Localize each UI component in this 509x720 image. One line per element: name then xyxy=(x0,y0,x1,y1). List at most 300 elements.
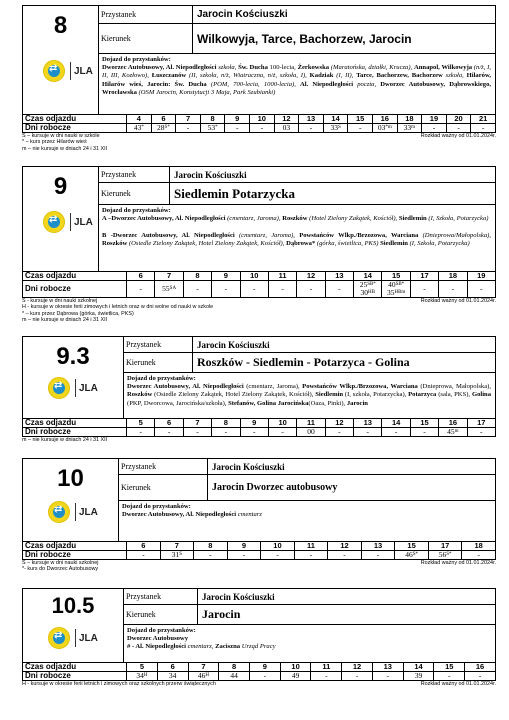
departure-minute: 44 xyxy=(230,671,238,680)
departure-cell xyxy=(328,551,362,560)
note-line: m – nie kursuje w dniach 24 i 31 XII xyxy=(22,145,108,152)
hour-cell: 11 xyxy=(268,272,296,281)
departure-minute: - xyxy=(196,427,199,436)
departure-minute: 28 xyxy=(157,123,165,132)
departure-cell xyxy=(439,428,467,437)
direction-name: Roszków - Siedlemin - Potarzyca - Golina xyxy=(193,353,495,373)
stop-label: Przystanek xyxy=(98,6,193,24)
stop-label: Przystanek xyxy=(123,337,193,353)
departure-cell xyxy=(212,428,240,437)
line-number: 9.3 xyxy=(56,343,90,370)
departure-minute: 34 xyxy=(168,671,177,680)
notes xyxy=(22,560,496,573)
departure-mark: H xyxy=(205,673,209,678)
departure-cell xyxy=(354,428,382,437)
hour-cell: 7 xyxy=(183,419,211,428)
logo-text: JLA xyxy=(74,65,93,77)
departure-cell xyxy=(176,124,201,133)
hour-cell: 15 xyxy=(434,663,465,672)
hour-cell: 12 xyxy=(325,419,353,428)
hour-cell: 14 xyxy=(403,663,434,672)
hour-cell: 19 xyxy=(467,272,495,281)
direction-label: Kierunek xyxy=(118,475,208,501)
days-label: Dni robocze xyxy=(23,551,127,560)
line-number: 9 xyxy=(53,173,68,200)
departure-cell xyxy=(227,551,261,560)
direction-name: Siedlemin Potarzycka xyxy=(170,183,495,205)
departure-cell xyxy=(382,281,410,298)
departure-mark: *m xyxy=(385,125,392,130)
departure-minute: - xyxy=(309,550,313,559)
hour-cell: 15 xyxy=(382,272,410,281)
departure-minute: - xyxy=(386,671,390,680)
hour-cell: 13 xyxy=(354,419,382,428)
logo-text: JLA xyxy=(79,632,98,644)
departure-cell xyxy=(325,281,353,298)
departure-cell xyxy=(467,428,495,437)
departure-cell xyxy=(127,551,161,560)
hour-cell: 13 xyxy=(299,115,324,124)
departure-minute: - xyxy=(480,427,483,436)
departure-minute: - xyxy=(338,427,341,436)
valid-from: Rozkład ważny od 01.01.2024r. xyxy=(420,681,496,687)
hour-cell: 20 xyxy=(446,115,471,124)
departure-cell xyxy=(428,551,462,560)
direction-name: Jarocin xyxy=(198,605,495,625)
hour-cell: 4 xyxy=(127,115,152,124)
hour-cell: 15 xyxy=(395,542,429,551)
departure-minute: - xyxy=(325,671,328,680)
line-number: 10 xyxy=(57,465,84,492)
hour-cell: 14 xyxy=(382,419,410,428)
departure-cell xyxy=(471,124,496,133)
jla-logo-icon xyxy=(43,211,65,233)
stop-name: Jarocin Kościuszki xyxy=(198,589,495,605)
direction-label: Kierunek xyxy=(98,183,170,205)
departure-minute: - xyxy=(253,284,256,293)
departure-cell xyxy=(250,124,275,133)
departure-minute: - xyxy=(432,123,436,132)
departure-cell xyxy=(299,124,324,133)
line-header xyxy=(22,166,496,271)
stops-text: A –Dworzec Autobusowy, Al. Niepodległości (cmentarz, Jaroma), Roszków (Hotel Zielony Zakątek, Kościół), Siedlemin (I, Szkoła, Potarzycka) B -Dworzec Autobusowy, Al. Niepodległości (cmentarz, Jaroma), Powstańców Wlkp./Brzozowa, Warciana (Dnieprowa/Małopolska), Roszków (Osiedle Zielony Zakątek, Hotel Zielony Zakątek, Kościół), Dąbrowa* (górka, świetlica, PKS) Siedlemin (I, Szkoła, Potarzycka) xyxy=(102,215,491,247)
logo xyxy=(48,627,98,649)
departure-minute: - xyxy=(276,550,279,559)
timetable-line-8 xyxy=(22,5,496,152)
hour-cell: 9 xyxy=(227,542,261,551)
departure-minute: - xyxy=(478,671,482,680)
times-label: Czas odjazdu xyxy=(23,272,127,281)
hour-cell: 16 xyxy=(439,419,467,428)
hour-cell: 12 xyxy=(328,542,362,551)
departure-mark: S* xyxy=(412,552,418,557)
departure-mark: SA xyxy=(169,286,177,291)
departure-minute: 03 xyxy=(282,123,291,132)
departure-cell xyxy=(361,551,395,560)
hour-cell: 5 xyxy=(127,419,155,428)
departure-minute: - xyxy=(358,123,362,132)
line-header xyxy=(22,588,496,662)
departure-cell xyxy=(462,551,496,560)
hour-cell: 17 xyxy=(467,419,495,428)
hour-cell: 16 xyxy=(465,663,496,672)
departure-minute: - xyxy=(224,284,228,293)
departure-cell xyxy=(323,124,348,133)
departure-cell xyxy=(403,672,434,681)
departure-cell xyxy=(268,281,296,298)
departure-cell xyxy=(446,124,471,133)
departure-minute: - xyxy=(309,123,313,132)
direction-label: Kierunek xyxy=(98,24,193,54)
jla-logo-icon xyxy=(48,501,70,523)
logo-text: JLA xyxy=(79,506,98,518)
departure-cell xyxy=(200,124,225,133)
times-label: Czas odjazdu xyxy=(23,115,127,124)
direction-label: Kierunek xyxy=(123,353,193,373)
departure-mark: SB* xyxy=(395,282,405,287)
departure-cell xyxy=(127,281,155,298)
departure-minute: - xyxy=(376,550,380,559)
departure-cell xyxy=(348,124,373,133)
departure-minute: - xyxy=(139,427,142,436)
departure-minute: 43 xyxy=(133,123,142,132)
hour-cell: 10 xyxy=(240,272,268,281)
departure-minute: 39 xyxy=(414,671,423,680)
timetable-line-10 xyxy=(22,458,496,573)
departure-mark: m xyxy=(454,429,459,434)
note-line: S - kursuje w dni nauki szkolnej xyxy=(22,298,98,304)
departure-mark: * xyxy=(141,125,144,130)
departure-cell xyxy=(151,124,176,133)
departure-cell xyxy=(395,551,429,560)
hour-cell: 7 xyxy=(176,115,201,124)
note-line: H - kursuje w okresie ferii zimowych i letnich oraz w dni wolne od nauki w szkole xyxy=(22,304,214,311)
departure-minute: - xyxy=(167,427,171,436)
departure-minute: 31 xyxy=(171,550,180,559)
departures-table xyxy=(22,662,496,681)
stops-text: Dworzec Autobusowy, Al. Niepodległości cmentarz xyxy=(122,511,262,519)
line-header xyxy=(22,5,496,114)
hour-cell: 12 xyxy=(274,115,299,124)
days-label: Dni robocze xyxy=(23,428,127,437)
departure-cell xyxy=(465,672,496,681)
departures-table xyxy=(22,418,496,437)
hour-cell: 13 xyxy=(372,663,403,672)
hour-cell: 11 xyxy=(311,663,342,672)
departure-cell xyxy=(160,551,194,560)
departure-minute: 30 xyxy=(360,288,369,297)
departure-minute: - xyxy=(253,427,256,436)
hour-cell: 8 xyxy=(183,272,211,281)
hour-cell: 9 xyxy=(212,272,240,281)
line-header xyxy=(22,458,496,541)
hour-cell: 6 xyxy=(151,115,176,124)
departures-table xyxy=(22,541,496,560)
line-number: 10.5 xyxy=(51,593,95,618)
departure-minute: - xyxy=(139,284,142,293)
note-line: H - kursuje w okresie ferii letnich i zimowych oraz szkolnych przerw świątecznych xyxy=(22,681,216,687)
stops-title: Dojazd do przystanków: xyxy=(102,56,171,63)
hour-cell: 7 xyxy=(160,542,194,551)
departure-minute: - xyxy=(209,550,212,559)
hour-cell: 8 xyxy=(194,542,228,551)
timetable-line-9 xyxy=(22,166,496,324)
hour-cell: 18 xyxy=(397,115,422,124)
departure-cell xyxy=(250,672,281,681)
hour-cell: 21 xyxy=(471,115,496,124)
note-line: * – kurs przez Dąbrowa (górka, świetlica, PKS) xyxy=(22,310,134,317)
departure-mark: H xyxy=(143,673,148,678)
departure-cell xyxy=(280,672,311,681)
stops-text: Dworzec Autobusowy, Al. Niepodległości (cmentarz, Jaroma), Powstańców Wlkp./Brzozowa, Warciana (Dnieprowa, Małopolska), Roszków (Osiedle Zielony Zakątek, Hotel Zielony Zakątek, Kościół), Siedlemin (I, szkoła, Potarzycka), Potarzyca (sala, PKS), Golina (PKP, Dworcowa, Jarocińska/szkoła), Stefanów, Golina Jarocińska(Oaza, Pinki), Jarocin xyxy=(127,383,491,407)
departure-cell xyxy=(410,281,438,298)
departure-cell xyxy=(294,551,328,560)
hour-cell: 18 xyxy=(462,542,496,551)
jla-logo-icon xyxy=(48,377,70,399)
hour-cell: 9 xyxy=(250,663,281,672)
hour-cell: 10 xyxy=(250,115,275,124)
departure-mark: HBm xyxy=(394,290,406,295)
jla-logo-icon xyxy=(43,60,65,82)
hour-cell: 10 xyxy=(261,542,295,551)
departure-cell xyxy=(410,428,438,437)
note-line: m – nie kursuje w dniach 24 i 31 XII xyxy=(22,437,108,443)
valid-from: Rozkład ważny od 01.01.2024r. xyxy=(420,560,496,566)
logo-text: JLA xyxy=(74,216,93,228)
stops-title: Dojazd do przystanków: xyxy=(127,375,196,382)
departures-table xyxy=(22,271,496,298)
departure-minute: - xyxy=(196,284,199,293)
departure-minute: - xyxy=(242,550,246,559)
hour-cell: 10 xyxy=(280,663,311,672)
stop-label: Przystanek xyxy=(118,459,208,475)
logo xyxy=(48,501,98,523)
departure-cell xyxy=(127,672,158,681)
stops-title: Dojazd do przystanków: xyxy=(127,627,196,634)
hour-cell: 19 xyxy=(422,115,447,124)
stops-list xyxy=(118,501,495,521)
departure-cell xyxy=(325,428,353,437)
departure-cell xyxy=(219,672,250,681)
note-line: S – kursuje w dni nauki w szkole xyxy=(22,133,100,139)
departure-mark: * xyxy=(215,125,218,130)
note-line: * – kurs przez Hilarów wieś xyxy=(22,139,87,146)
notes xyxy=(22,681,496,687)
departure-cell xyxy=(372,672,403,681)
departure-cell xyxy=(240,281,268,298)
direction-name: Wilkowyja, Tarce, Bachorzew, Jarocin xyxy=(193,24,495,54)
hour-cell: 5 xyxy=(127,663,158,672)
stop-label: Przystanek xyxy=(98,167,170,183)
logo xyxy=(43,60,93,82)
hour-cell: 8 xyxy=(219,663,250,672)
stops-list xyxy=(98,54,495,99)
note-line: m – nie kursuje w dniach 24 i 31 XII xyxy=(22,317,108,324)
hour-cell: 18 xyxy=(439,272,467,281)
hour-cell: 6 xyxy=(127,542,161,551)
stops-text: Dworzec Autobusowy # - Al. Niepodległości cmentarz, Zaciszna Urząd Pracy xyxy=(127,635,276,651)
days-label: Dni robocze xyxy=(23,672,127,681)
departure-mark: m xyxy=(411,125,416,130)
departure-minute: - xyxy=(186,123,190,132)
timetable-line-9-3 xyxy=(22,336,496,443)
departure-cell xyxy=(225,124,250,133)
times-label: Czas odjazdu xyxy=(23,419,127,428)
departure-cell xyxy=(155,428,183,437)
departure-minute: - xyxy=(281,284,284,293)
hour-cell: 17 xyxy=(410,272,438,281)
departure-minute: - xyxy=(309,284,313,293)
departure-minute: - xyxy=(224,427,228,436)
departure-minute: - xyxy=(366,427,369,436)
hour-cell: 8 xyxy=(212,419,240,428)
departure-cell xyxy=(212,281,240,298)
departure-cell xyxy=(439,281,467,298)
departures-table xyxy=(22,114,496,133)
departure-minute: - xyxy=(235,123,239,132)
logo xyxy=(48,377,98,399)
notes xyxy=(22,298,496,324)
departure-minute: 00 xyxy=(307,427,315,436)
departure-minute: - xyxy=(343,550,346,559)
valid-from: Rozkład ważny od 01.01.2024r. xyxy=(420,133,496,139)
line-header xyxy=(22,336,496,418)
departure-mark: S xyxy=(337,125,341,130)
departure-cell xyxy=(155,281,183,298)
departure-minute: - xyxy=(263,671,267,680)
valid-from: Rozkład ważny od 01.01.2024r. xyxy=(420,298,496,304)
departure-cell xyxy=(183,281,211,298)
stop-name: Jarocin Kościuszki xyxy=(193,6,495,24)
departure-minute: 34 xyxy=(136,671,144,680)
departure-minute: - xyxy=(448,671,451,680)
departure-minute: 46 xyxy=(405,550,413,559)
departure-minute: - xyxy=(477,550,480,559)
departure-cell xyxy=(422,124,447,133)
departure-minute: - xyxy=(142,550,145,559)
departure-cell xyxy=(268,428,296,437)
departure-cell xyxy=(354,281,382,298)
departure-cell xyxy=(183,428,211,437)
hour-cell: 15 xyxy=(410,419,438,428)
departure-cell xyxy=(194,551,228,560)
departure-cell xyxy=(467,281,495,298)
days-label: Dni robocze xyxy=(23,124,127,133)
times-label: Czas odjazdu xyxy=(23,542,127,551)
departure-minute: 55 xyxy=(162,284,170,293)
hour-cell: 12 xyxy=(342,663,373,672)
departure-minute: 40 xyxy=(388,280,396,289)
departure-minute: 33 xyxy=(330,123,338,132)
hour-cell: 17 xyxy=(428,542,462,551)
departure-minute: 46 xyxy=(197,671,206,680)
times-label: Czas odjazdu xyxy=(23,663,127,672)
stops-list xyxy=(123,625,495,654)
departure-cell xyxy=(372,124,397,133)
hour-cell: 9 xyxy=(225,115,250,124)
logo-text: JLA xyxy=(79,382,98,394)
departure-minute: - xyxy=(451,284,455,293)
hour-cell: 15 xyxy=(348,115,373,124)
line-number: 8 xyxy=(53,12,68,39)
logo xyxy=(43,211,93,233)
stops-list xyxy=(98,205,495,250)
departure-cell xyxy=(240,428,268,437)
departure-minute: - xyxy=(281,427,284,436)
hour-cell: 12 xyxy=(297,272,325,281)
departure-cell xyxy=(297,281,325,298)
departure-cell xyxy=(261,551,295,560)
hour-cell: 7 xyxy=(188,663,219,672)
departure-minute: - xyxy=(394,427,398,436)
departure-cell xyxy=(188,672,219,681)
stop-label: Przystanek xyxy=(123,589,198,605)
jla-logo-icon xyxy=(48,627,70,649)
departure-mark: HB xyxy=(368,290,375,295)
departure-minute: 56 xyxy=(438,550,447,559)
hour-cell: 16 xyxy=(372,115,397,124)
direction-name: Jarocin Dworzec autobusowy xyxy=(208,475,495,501)
timetable-line-10-5 xyxy=(22,588,496,687)
hour-cell: 7 xyxy=(155,272,183,281)
stop-name: Jarocin Kościuszki xyxy=(193,337,495,353)
hour-cell: 6 xyxy=(155,419,183,428)
departure-minute: - xyxy=(457,123,460,132)
hour-cell: 6 xyxy=(157,663,188,672)
departure-minute: 03 xyxy=(377,123,386,132)
direction-label: Kierunek xyxy=(123,605,198,625)
departure-mark: S xyxy=(179,552,182,557)
departure-minute: - xyxy=(338,284,341,293)
stop-name: Jarocin Kościuszki xyxy=(208,459,495,475)
departure-minute: 53 xyxy=(207,123,216,132)
hour-cell: 11 xyxy=(294,542,328,551)
departure-minute: - xyxy=(355,671,359,680)
hour-cell: 8 xyxy=(200,115,225,124)
hour-cell: 13 xyxy=(325,272,353,281)
departure-cell xyxy=(297,428,325,437)
hour-cell: 6 xyxy=(127,272,155,281)
note-line: *- kurs do Dworzec Autobusowy xyxy=(22,566,99,573)
notes xyxy=(22,133,496,152)
departure-cell xyxy=(434,672,465,681)
hour-cell: 14 xyxy=(354,272,382,281)
departure-cell xyxy=(311,672,342,681)
departure-minute: 45 xyxy=(447,427,455,436)
departure-cell xyxy=(382,428,410,437)
notes xyxy=(22,437,496,443)
stops-title: Dojazd do przystanków: xyxy=(122,503,191,510)
departure-minute: - xyxy=(423,284,426,293)
departure-cell xyxy=(274,124,299,133)
departure-cell xyxy=(397,124,422,133)
departure-minute: - xyxy=(423,427,426,436)
hour-cell: 9 xyxy=(240,419,268,428)
hour-cell: 14 xyxy=(323,115,348,124)
hour-cell: 11 xyxy=(297,419,325,428)
note-line: S – kursuje w dni nauki szkolnej xyxy=(22,560,99,566)
departure-minute: 35 xyxy=(386,288,395,297)
departure-minute: - xyxy=(260,123,264,132)
departure-minute: - xyxy=(480,284,483,293)
hour-cell: 10 xyxy=(268,419,296,428)
stop-name: Jarocin Kościuszki xyxy=(170,167,495,183)
stops-title: Dojazd do przystanków: xyxy=(102,207,171,214)
departure-cell xyxy=(157,672,188,681)
departure-minute: 33 xyxy=(403,123,412,132)
departure-mark: S* xyxy=(164,125,170,130)
stops-list xyxy=(123,373,495,410)
